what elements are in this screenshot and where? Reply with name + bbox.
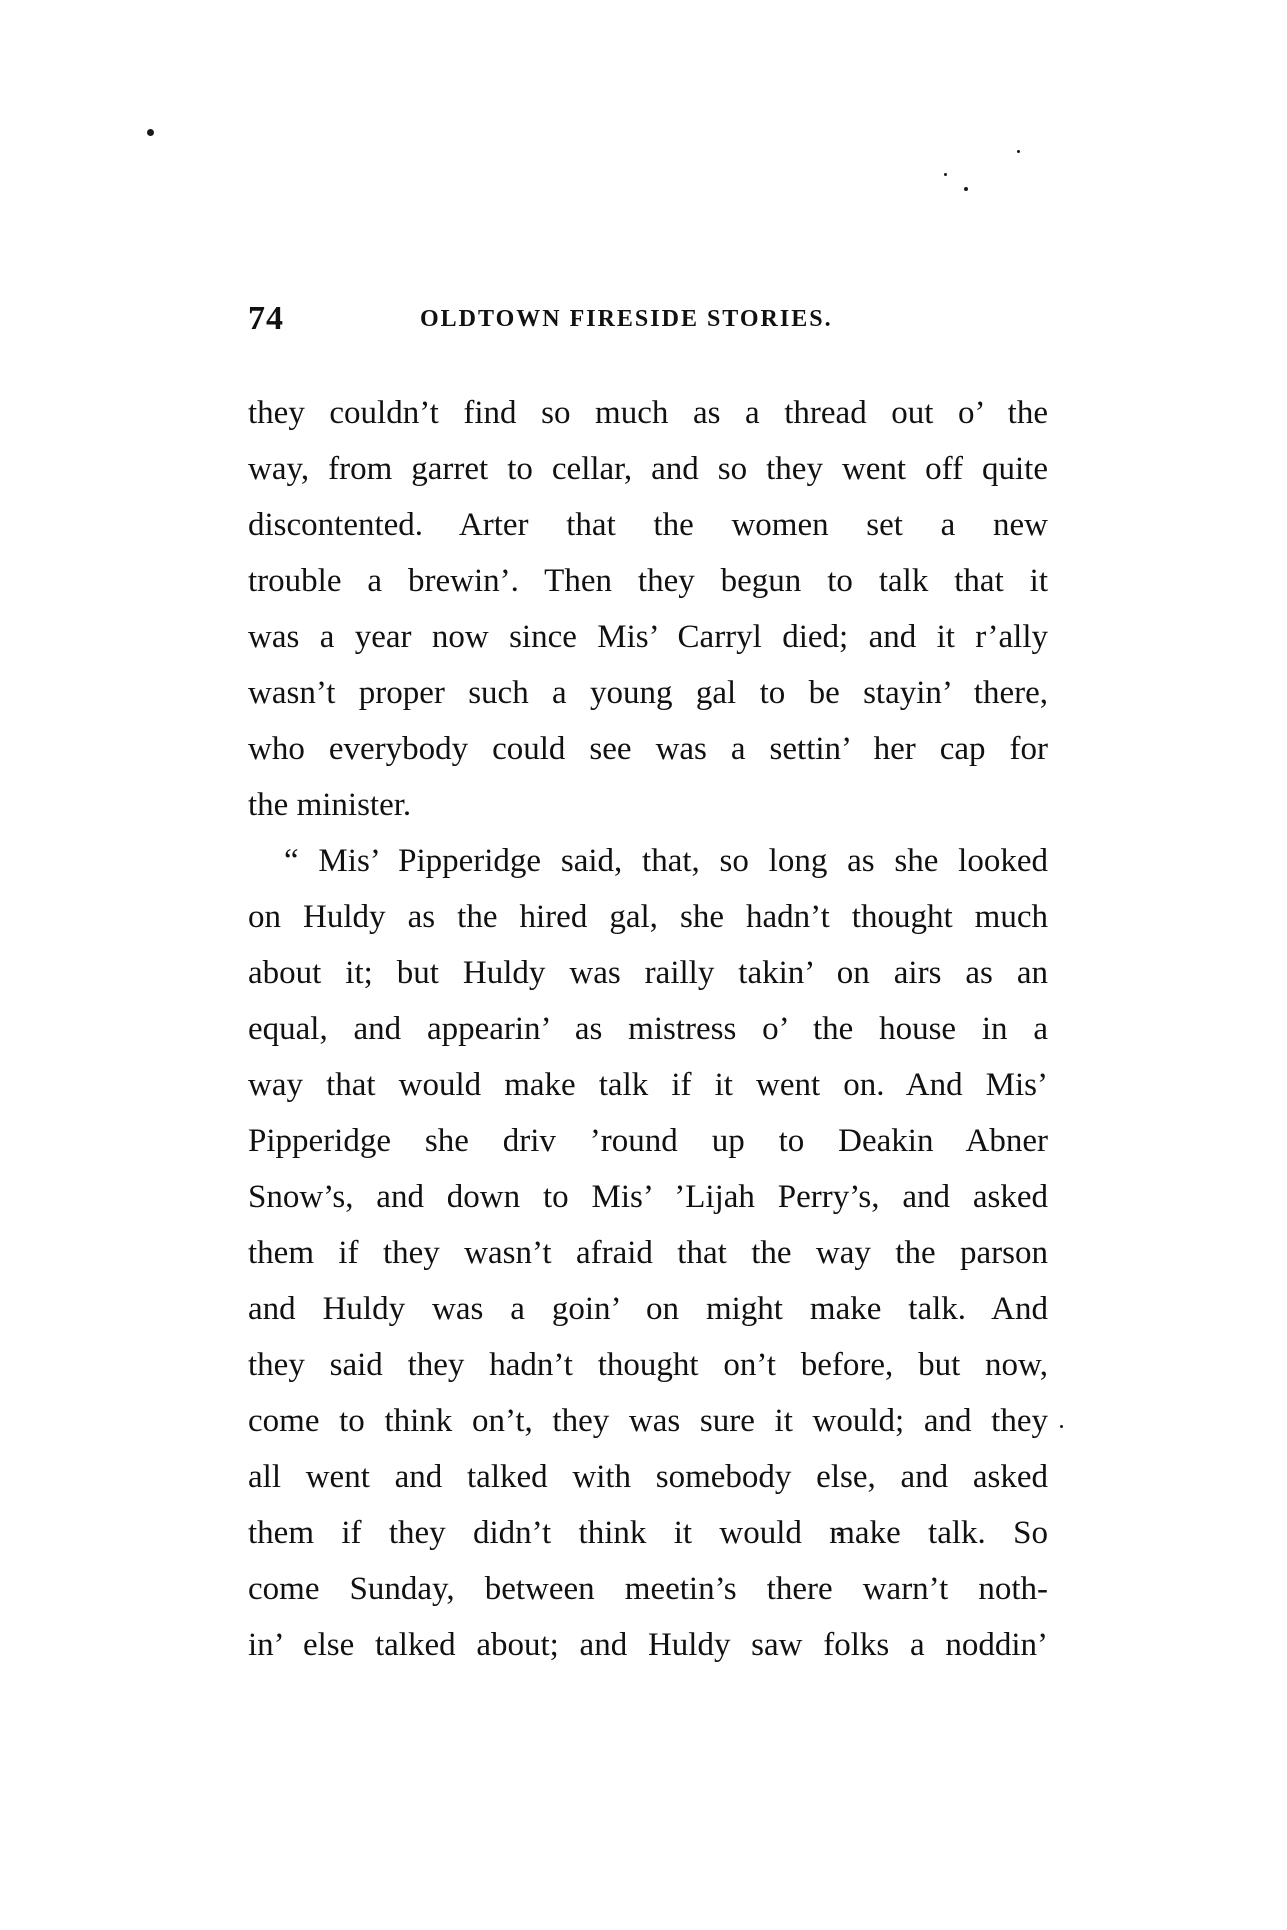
text-line: in’ else talked about; and Huldy saw folks a noddin’ xyxy=(248,1627,1048,1663)
body-text xyxy=(248,385,1048,1673)
ink-speck xyxy=(964,187,968,191)
text-line: way that would make talk if it went on. And Mis’ xyxy=(248,1067,1048,1103)
text-line: equal, and appearin’ as mistress o’ the house in a xyxy=(248,1011,1048,1047)
text-line: way, from garret to cellar, and so they went off quite xyxy=(248,451,1048,487)
text-line: trouble a brewin’. Then they begun to talk that it xyxy=(248,563,1048,599)
text-line: come Sunday, between meetin’s there warn’t noth- xyxy=(248,1571,1048,1607)
text-line: they said they hadn’t thought on’t before, but now, xyxy=(248,1347,1048,1383)
page-number: 74 xyxy=(248,300,284,337)
text-line: was a year now since Mis’ Carryl died; and it r’ally xyxy=(248,619,1048,655)
text-line: and Huldy was a goin’ on might make talk. And xyxy=(248,1291,1048,1327)
ink-speck xyxy=(1060,1425,1063,1428)
text-line: on Huldy as the hired gal, she hadn’t thought much xyxy=(248,899,1048,935)
ink-speck xyxy=(147,129,154,136)
text-line: the minister. xyxy=(248,787,412,823)
text-line: they couldn’t find so much as a thread out o’ the xyxy=(248,395,1048,431)
ink-speck xyxy=(944,173,947,176)
text-line: Pipperidge she driv ’round up to Deakin Abner xyxy=(248,1123,1048,1159)
text-line: about it; but Huldy was railly takin’ on airs as an xyxy=(248,955,1048,991)
text-line: all went and talked with somebody else, and asked xyxy=(248,1459,1048,1495)
running-title: OLDTOWN FIRESIDE STORIES. xyxy=(420,306,833,332)
text-line: “ Mis’ Pipperidge said, that, so long as she looked xyxy=(284,843,1048,879)
text-line: who everybody could see was a settin’ her cap for xyxy=(248,731,1048,767)
ink-speck xyxy=(1017,150,1020,153)
text-line: them if they wasn’t afraid that the way the parson xyxy=(248,1235,1048,1271)
text-line: wasn’t proper such a young gal to be stayin’ there, xyxy=(248,675,1048,711)
text-line: them if they didn’t think it would make talk. So xyxy=(248,1515,1048,1551)
page-header xyxy=(248,300,1048,350)
text-line: Snow’s, and down to Mis’ ’Lijah Perry’s, and asked xyxy=(248,1179,1048,1215)
text-line: come to think on’t, they was sure it would; and they xyxy=(248,1403,1048,1439)
text-line: discontented. Arter that the women set a new xyxy=(248,507,1048,543)
